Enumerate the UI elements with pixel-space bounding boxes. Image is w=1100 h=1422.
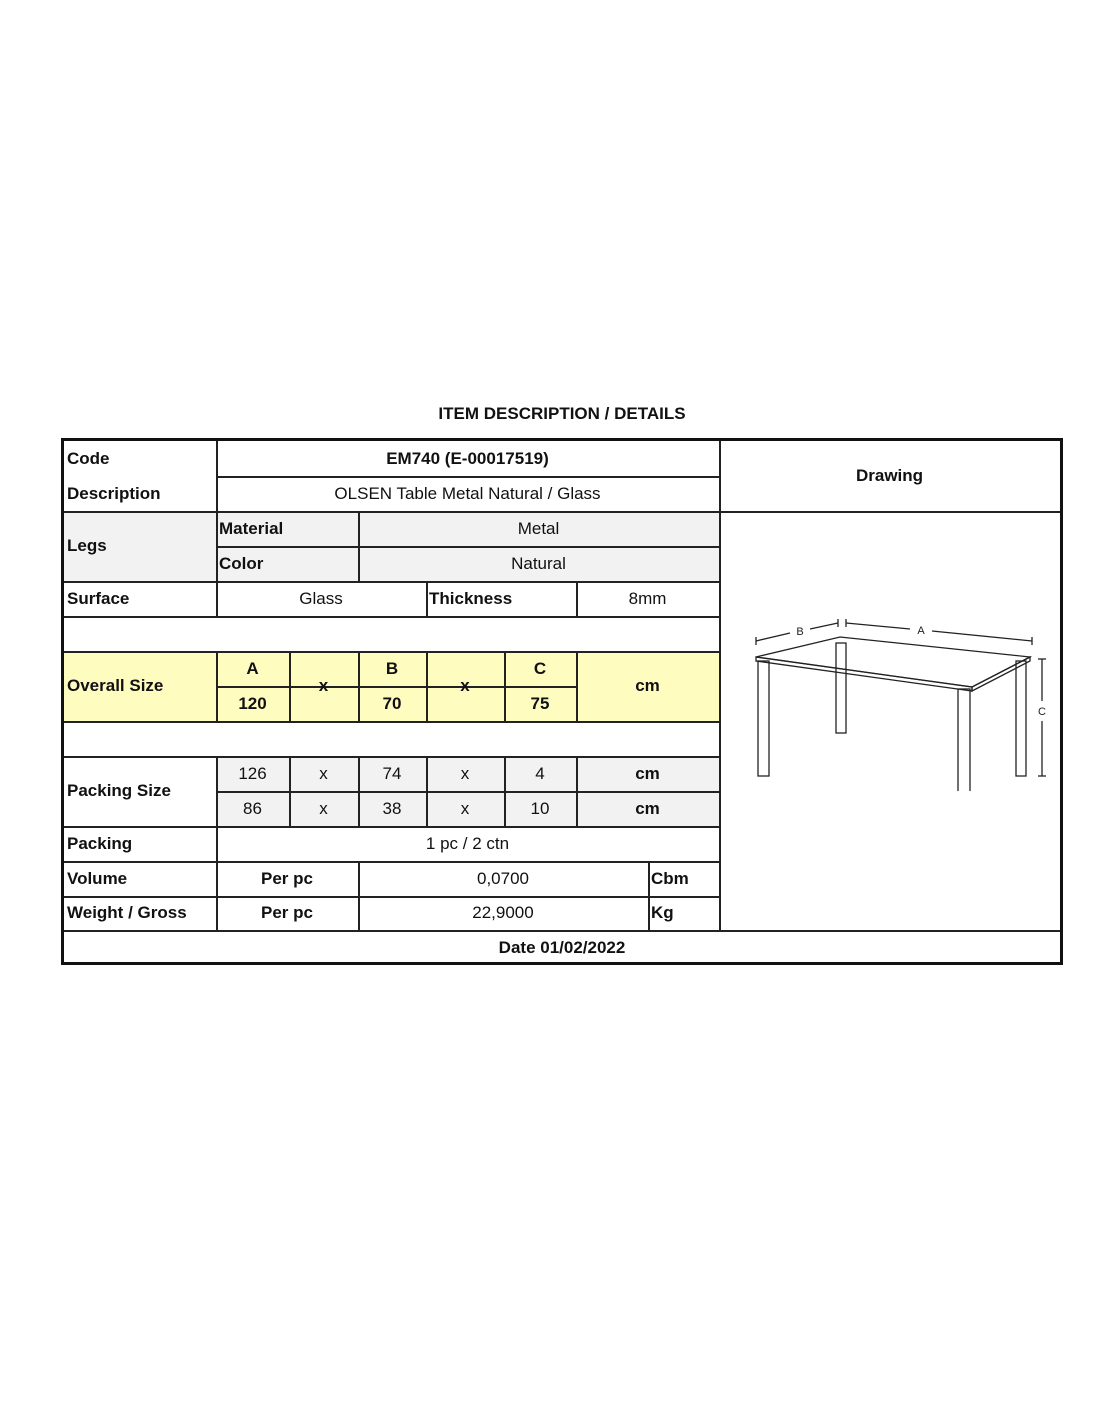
packing-row-1-unit: cm xyxy=(635,763,660,783)
overall-a-value: 120 xyxy=(238,693,267,713)
packing-row-1-x2: x xyxy=(460,763,470,783)
packing-row-2-x2: x xyxy=(460,798,470,818)
legs-color-label: Color xyxy=(219,553,264,573)
legs-material-value: Metal xyxy=(517,518,560,538)
weight-unit: Kg xyxy=(651,903,674,922)
dim-a-label: A xyxy=(917,625,925,637)
drawing-label: Drawing xyxy=(855,466,924,485)
overall-size-label: Overall Size xyxy=(67,676,164,695)
item-details-sheet xyxy=(61,438,1063,965)
packing-row-2-a: 86 xyxy=(243,798,262,818)
weight-label: Weight / Gross xyxy=(67,903,187,922)
leg-back-right xyxy=(1016,661,1026,776)
packing-row-1-c: 4 xyxy=(535,763,545,783)
packing-row-2-b: 38 xyxy=(382,798,402,818)
packing-value: 1 pc / 2 ctn xyxy=(425,833,510,853)
packing-row-2-x1: x xyxy=(319,798,328,818)
leg-back-left xyxy=(836,643,846,733)
thickness-value: 8mm xyxy=(628,588,667,608)
description-value: OLSEN Table Metal Natural / Glass xyxy=(334,483,601,503)
overall-x2: x xyxy=(460,676,470,695)
code-value: EM740 (E-00017519) xyxy=(386,448,549,468)
packing-size-label: Packing Size xyxy=(67,781,171,800)
overall-b-value: 70 xyxy=(382,693,402,713)
overall-unit: cm xyxy=(635,676,660,695)
weight-per: Per pc xyxy=(261,903,313,922)
packing-label: Packing xyxy=(67,833,133,853)
description-label: Description xyxy=(67,483,161,503)
packing-row-2-c: 10 xyxy=(530,798,550,818)
date-footer: Date 01/02/2022 xyxy=(498,938,626,957)
leg-front-left xyxy=(758,661,769,776)
legs-color-value: Natural xyxy=(511,553,566,573)
overall-a-label: A xyxy=(246,658,259,678)
volume-label: Volume xyxy=(67,868,128,888)
page-title: ITEM DESCRIPTION / DETAILS xyxy=(438,404,686,423)
overall-c-value: 75 xyxy=(530,693,550,713)
surface-value: Glass xyxy=(299,588,343,608)
code-label: Code xyxy=(67,448,110,468)
surface-label: Surface xyxy=(67,588,130,608)
legs-label: Legs xyxy=(67,536,107,555)
dim-b-label: B xyxy=(796,626,804,638)
overall-c-label: C xyxy=(533,658,547,678)
packing-row-1-x1: x xyxy=(319,763,328,783)
thickness-label: Thickness xyxy=(429,588,513,608)
packing-row-2-unit: cm xyxy=(635,798,660,818)
overall-x1: x xyxy=(318,676,329,695)
volume-value: 0,0700 xyxy=(477,868,529,888)
dim-c-label: C xyxy=(1038,706,1046,718)
weight-value: 22,9000 xyxy=(472,903,534,922)
leg-front-right xyxy=(958,689,970,791)
volume-per: Per pc xyxy=(261,868,313,888)
packing-row-1-a: 126 xyxy=(238,763,267,783)
packing-row-1-b: 74 xyxy=(382,763,402,783)
overall-b-label: B xyxy=(385,658,399,678)
table-drawing xyxy=(750,561,1050,791)
legs-material-label: Material xyxy=(219,518,284,538)
volume-unit: Cbm xyxy=(651,868,689,888)
